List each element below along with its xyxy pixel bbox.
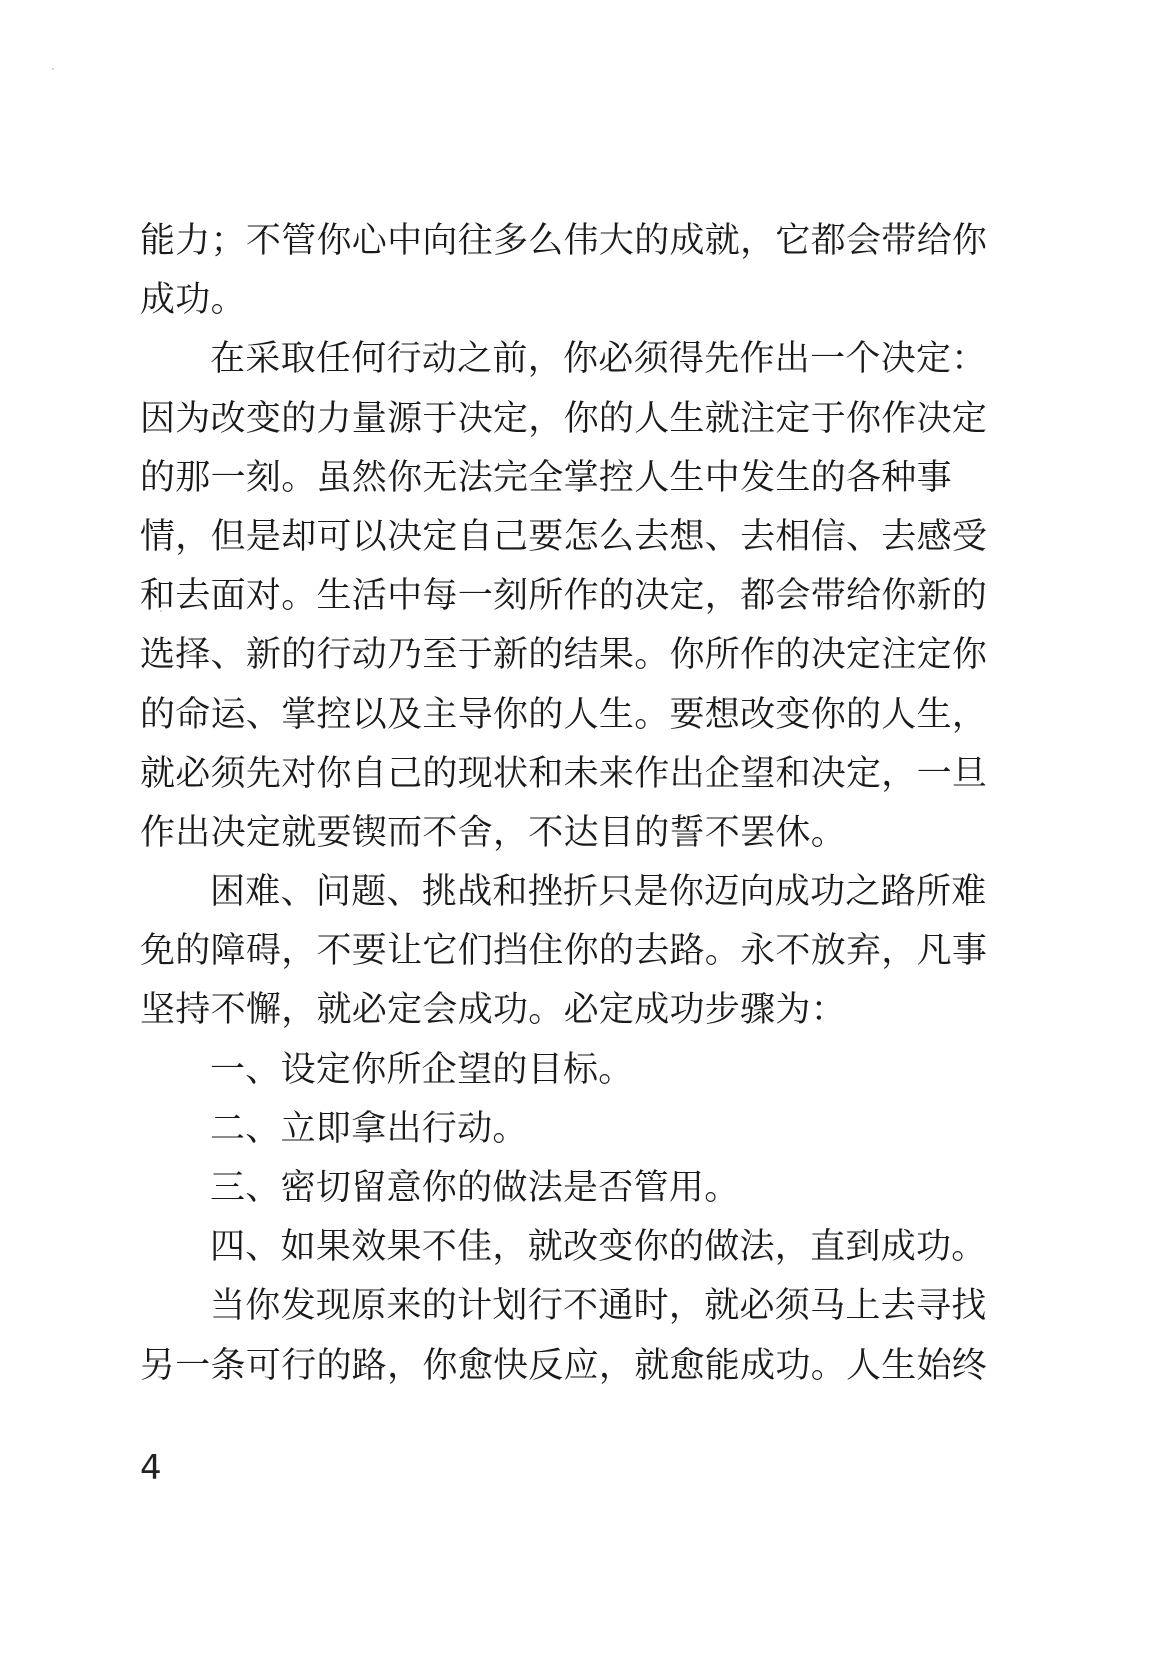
text-line: 困难、问题、挑战和挫折只是你迈向成功之路所难	[210, 872, 987, 913]
body-text	[140, 212, 988, 1396]
text-line: 的那一刻。虽然你无法完全掌控人生中发生的各种事	[140, 457, 952, 498]
list-item: 二、立即拿出行动。	[210, 1108, 528, 1149]
text-line: 因为改变的力量源于决定，你的人生就注定于你作决定	[140, 398, 988, 439]
text-line: 当你发现原来的计划行不通时，就必须马上去寻找	[210, 1286, 987, 1327]
text-line: 就必须先对你自己的现状和未来作出企望和决定，一旦	[140, 753, 988, 794]
list-item: 四、如果效果不佳，就改变你的做法，直到成功。	[210, 1227, 987, 1268]
text-line: 情，但是却可以决定自己要怎么去想、去相信、去感受	[140, 516, 988, 557]
text-line: 另一条可行的路，你愈快反应，就愈能成功。人生始终	[140, 1345, 988, 1386]
list-item: 三、密切留意你的做法是否管用。	[210, 1168, 740, 1208]
text-line: 在采取任何行动之前，你必须得先作出一个决定：	[210, 339, 987, 380]
text-line: 作出决定就要锲而不舍，不达目的誓不罢休。	[140, 812, 847, 853]
text-line: 和去面对。生活中每一刻所作的决定，都会带给你新的	[140, 576, 988, 617]
text-line: 成功。	[140, 280, 246, 321]
list-item: 一、设定你所企望的目标。	[210, 1049, 634, 1090]
text-line: 的命运、掌控以及主导你的人生。要想改变你的人生，	[140, 694, 988, 735]
text-line: 坚持不懈，就必定会成功。必定成功步骤为：	[140, 990, 847, 1031]
text-line: 免的障碍，不要让它们挡住你的去路。永不放弃，凡事	[140, 931, 988, 972]
scan-speck	[52, 68, 54, 70]
text-line: 能力；不管你心中向往多么伟大的成就，它都会带给你	[140, 221, 988, 261]
page-number: 4	[140, 1448, 162, 1488]
text-line: 选择、新的行动乃至于新的结果。你所作的决定注定你	[140, 635, 988, 676]
